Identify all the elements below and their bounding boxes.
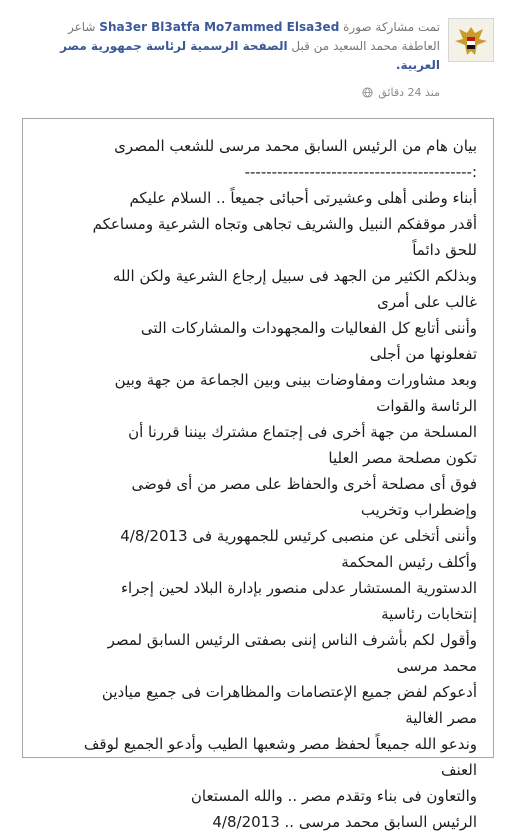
statement-line: مصر الغالية bbox=[405, 709, 477, 727]
statement-line: أدعوكم لفض جميع الإعتصامات والمظاهرات فى جميع ميادين bbox=[101, 683, 477, 701]
share-text bbox=[60, 18, 440, 75]
statement-line: العنف bbox=[440, 761, 477, 779]
page-link[interactable]: الصفحة الرسمية لرئاسة جمهورية مصر العربية. bbox=[60, 39, 440, 72]
statement-line: وأننى أتخلى عن منصبى كرئيس للجمهورية فى 4/8/2013 bbox=[120, 527, 477, 545]
author-suffix: شاعر العاطفة محمد السعيد bbox=[67, 20, 440, 53]
statement-line: والتعاون فى بناء وتقدم مصر .. والله المستعان bbox=[190, 787, 477, 805]
statement-line: وأننى أتابع كل الفعاليات والمجهودات والمشاركات التى bbox=[140, 319, 477, 337]
author-link[interactable]: Sha3er Bl3atfa Mo7ammed Elsa3ed bbox=[99, 20, 340, 34]
statement-line: وبذلكم الكثير من الجهد فى سبيل إرجاع الشرعية ولكن الله bbox=[112, 267, 477, 285]
statement-line: تكون مصلحة مصر العليا bbox=[328, 449, 477, 467]
from-text: من قبل bbox=[291, 39, 330, 53]
share-header bbox=[0, 0, 508, 110]
statement-line: وأكلف رئيس المحكمة bbox=[341, 553, 477, 571]
statement-line: :------------------------------------------ bbox=[244, 163, 477, 181]
statement-line: غالب على أمرى bbox=[377, 293, 477, 311]
statement-line: إنتخابات رئاسية bbox=[381, 605, 477, 623]
statement-line: أبناء وطنى أهلى وعشيرتى أحبائى جميعاً .. السلام عليكم bbox=[129, 189, 477, 207]
globe-icon bbox=[362, 87, 373, 98]
statement-line: وبعد مشاورات ومفاوضات بينى وبين الجماعة من جهة وبين bbox=[114, 371, 477, 389]
statement-line: وإضطراب وتخريب bbox=[360, 501, 477, 519]
statement-line: محمد مرسى bbox=[396, 657, 477, 675]
statement-line: الدستورية المستشار عدلى منصور بإدارة البلاد لحين إجراء bbox=[121, 579, 477, 597]
statement-line: وندعو الله جميعاً لحفظ مصر وشعبها الطيب وأدعو الجميع لوقف bbox=[83, 735, 477, 753]
statement-line: الرئاسة والقوات bbox=[376, 397, 477, 415]
statement-line: المسلحة من جهة أخرى فى إجتماع مشترك بيننا قررنا أن bbox=[128, 423, 477, 441]
statement-line: بيان هام من الرئيس السابق محمد مرسى للشعب المصرى bbox=[114, 137, 477, 155]
page-avatar[interactable] bbox=[448, 18, 494, 62]
statement-line: وأقول لكم بأشرف الناس إننى بصفتى الرئيس السابق لمصر bbox=[107, 631, 477, 649]
post-time[interactable]: منذ 24 دقائق bbox=[378, 86, 440, 99]
share-prefix: تمت مشاركة صورة bbox=[343, 20, 440, 34]
post-image[interactable] bbox=[22, 118, 494, 831]
statement-line: للحق دائماً bbox=[412, 241, 477, 259]
statement-line: أقدر موقفكم النبيل والشريف تجاهى وتجاه الشرعية ومساعكم bbox=[92, 215, 477, 233]
statement-line: فوق أى مصلحة أخرى والحفاظ على مصر من أى فوضى bbox=[131, 475, 477, 493]
statement-line: تفعلونها من أجلى bbox=[369, 345, 477, 363]
statement-text bbox=[37, 133, 477, 835]
eagle-emblem-icon bbox=[449, 19, 493, 61]
statement-line: الرئيس السابق محمد مرسى .. 4/8/2013 bbox=[212, 813, 477, 831]
post-meta bbox=[362, 86, 440, 99]
